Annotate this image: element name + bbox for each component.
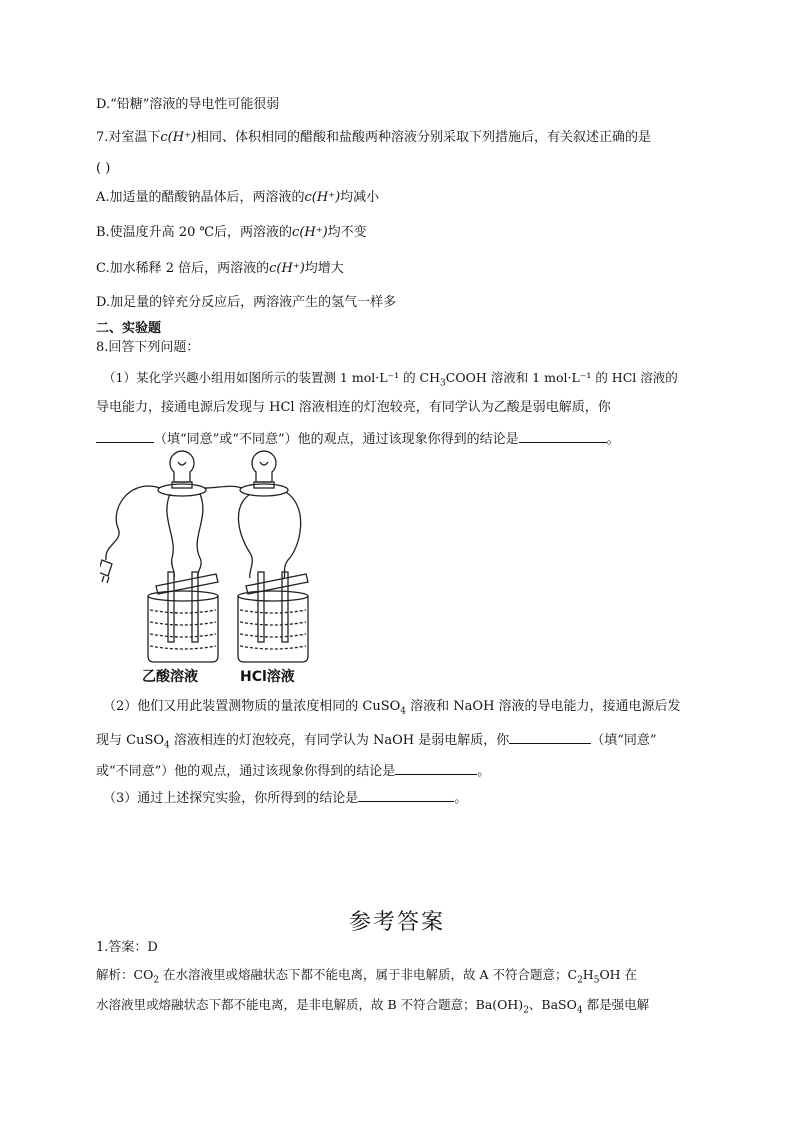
- q8-p2-l2-a: 现与 CuSO: [96, 733, 165, 748]
- q8-p1-l1-b: COOH 溶液和 1 mol·L⁻¹ 的 HCl 溶液的: [445, 370, 678, 385]
- q7-stem-b: 相同、体积相同的醋酸和盐酸两种溶液分别采取下列措施后，有关叙述正确的是: [196, 130, 652, 145]
- left-beaker: [148, 572, 218, 662]
- q7-b-post: 均不变: [327, 225, 367, 240]
- ans1-l1-c: H: [582, 967, 594, 982]
- plug-icon: [100, 560, 112, 576]
- q8-p2-l2-c: （填“同意”: [591, 733, 657, 748]
- ans1-l2-c: 都是强电解: [582, 997, 650, 1012]
- ans1-l2-b: 、BaSO: [528, 997, 577, 1012]
- left-bulb-icon: [158, 451, 206, 496]
- q8-p2-l1-b: 溶液和 NaOH 溶液的导电能力，接通电源后发: [406, 699, 681, 714]
- q8-p2-l3-b: 。: [477, 764, 491, 779]
- q8-p1-line1: [103, 369, 678, 393]
- q8-p1-l1-sub: 3: [440, 378, 446, 389]
- ans1-l1-sub3: 5: [593, 975, 600, 986]
- q6-option-d: D.“铅糖”溶液的导电性可能很弱: [96, 97, 280, 112]
- q7-option-d: D.加足量的锌充分反应后，两溶液产生的氢气一样多: [96, 295, 397, 310]
- q8-p3-a: （3）通过上述探究实验，你所得到的结论是: [103, 791, 359, 806]
- wire: [167, 494, 175, 578]
- q8-p3-line: [103, 787, 467, 808]
- answer-blank-1[interactable]: [96, 428, 154, 443]
- q7-stem-a: 7.对室温下: [96, 130, 161, 145]
- wire: [106, 486, 160, 560]
- q8-p2-l2-sub: 4: [164, 740, 170, 751]
- q7-a-pre: A.加适量的醋酸钠晶体后，两溶液的: [96, 190, 305, 205]
- ans1-l2-sub2: 4: [576, 1005, 583, 1016]
- q8-p2-l3-a: 或“不同意”）他的观点，通过该现象你得到的结论是: [96, 764, 396, 779]
- ans1-l1-d: OH 在: [599, 967, 638, 982]
- q7-c-pre: C.加水稀释 2 倍后，两溶液的: [96, 261, 270, 276]
- q7-paren: ( ): [96, 161, 111, 176]
- right-bulb-icon: [240, 451, 288, 496]
- figure-label-acetic: 乙酸溶液: [142, 669, 198, 685]
- q8-p3-b: 。: [454, 791, 468, 806]
- q8-p2-line3: [96, 760, 490, 781]
- answer-blank-3[interactable]: [509, 729, 591, 744]
- answers-title: 参考答案: [348, 910, 445, 935]
- q7-stem: [96, 129, 651, 147]
- conductivity-apparatus-figure: [100, 448, 330, 688]
- q7-b-pre: B.使温度升高 20 ℃后，两溶液的: [96, 225, 293, 240]
- answer-1-explanation-line1: [96, 966, 637, 990]
- q8-p2-l1-a: （2）他们又用此装置测物质的量浓度相同的 CuSO: [103, 699, 401, 714]
- q8-p1-l1-a: （1）某化学兴趣小组用如图所示的装置测 1 mol·L⁻¹ 的 CH: [103, 370, 441, 385]
- wire: [284, 492, 301, 578]
- answer-blank-4[interactable]: [395, 760, 477, 775]
- q7-option-b: [96, 224, 367, 242]
- wire: [204, 486, 242, 488]
- q8-p2-l1-sub: 4: [400, 706, 407, 717]
- q7-option-a: [96, 189, 379, 207]
- ans1-l2-sub1: 2: [523, 1005, 529, 1016]
- ans1-l1-a: 解析：CO: [96, 967, 154, 982]
- section-heading: 二、实验题: [96, 321, 162, 336]
- q8-p1-line2: 导电能力，接通电源后发现与 HCl 溶液相连的灯泡较亮，有同学认为乙酸是弱电解质，你: [96, 400, 611, 415]
- q8-p1-line3: [96, 428, 620, 449]
- q7-a-post: 均减小: [340, 190, 380, 205]
- q8-p1-l3-b: 。: [606, 432, 620, 447]
- wire: [197, 494, 203, 578]
- ans1-l1-b: 在水溶液里或熔融状态下都不能电离，属于非电解质，故 A 不符合题意；C: [159, 967, 578, 982]
- answer-blank-2[interactable]: [519, 428, 607, 443]
- q7-c-post: 均增大: [304, 261, 344, 276]
- apparatus-drawing: [100, 448, 330, 663]
- q7-b-ch: c(H⁺): [292, 225, 328, 240]
- q8-intro: 8.回答下列问题：: [96, 340, 200, 355]
- q7-a-ch: c(H⁺): [304, 190, 341, 205]
- q7-ch-expr: c(H⁺): [160, 130, 197, 145]
- ans1-l2-a: 水溶液里或熔融状态下都不能电离，是非电解质，故 B 不符合题意；Ba(OH): [96, 997, 524, 1012]
- ans1-l1-sub1: 2: [153, 975, 160, 986]
- answer-1-explanation-line2: [96, 996, 649, 1020]
- figure-label-hcl: HCl溶液: [240, 669, 295, 685]
- q8-p2-line2: [96, 729, 657, 755]
- wire: [238, 494, 252, 578]
- ans1-l1-sub2: 2: [577, 975, 583, 986]
- answer-blank-5[interactable]: [358, 787, 454, 802]
- q7-option-c: [96, 260, 344, 278]
- q7-c-ch: c(H⁺): [269, 261, 305, 276]
- answer-1: 1.答案：D: [96, 940, 158, 955]
- q8-p1-l3-a: （填“同意”或“不同意”）他的观点，通过该现象你得到的结论是: [154, 432, 519, 447]
- right-beaker: [238, 572, 308, 662]
- q8-p2-line1: [103, 698, 681, 721]
- q8-p2-l2-b: 溶液相连的灯泡较亮，有同学认为 NaOH 是弱电解质，你: [169, 733, 510, 748]
